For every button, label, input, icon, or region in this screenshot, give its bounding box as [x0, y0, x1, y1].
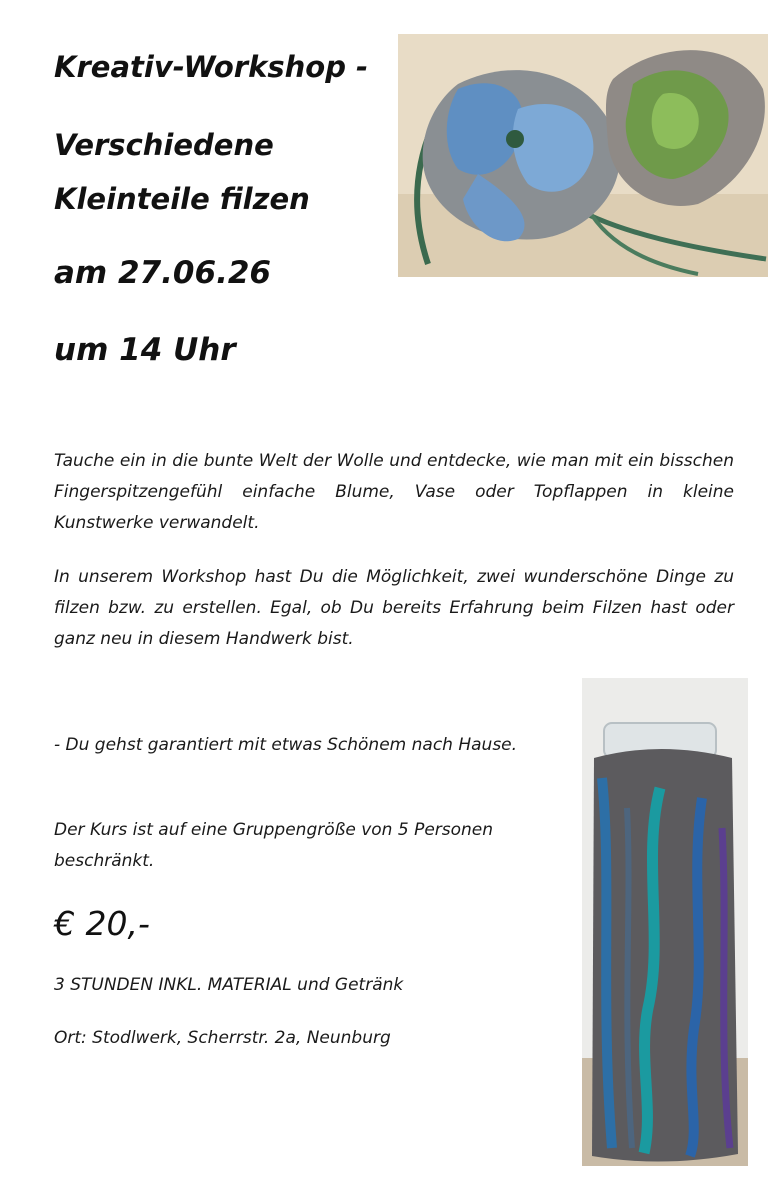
title-line-3: Kleinteile filzen — [54, 182, 310, 216]
felted-vase-photo — [582, 678, 748, 1166]
event-date: am 27.06.26 — [54, 255, 271, 291]
title-line-2: Verschiedene — [54, 128, 274, 162]
take-home-paragraph: - Du gehst garantiert mit etwas Schönem nach Hause. — [54, 735, 518, 755]
event-time: um 14 Uhr — [54, 332, 236, 368]
includes-info: 3 STUNDEN INKL. MATERIAL und Getränk — [54, 975, 404, 995]
group-size-paragraph: Der Kurs ist auf eine Gruppengröße von 5 Personen beschränkt. — [54, 820, 494, 871]
intro-paragraph: Tauche ein in die bunte Welt der Wolle und entdecke, wie man mit ein bisschen Fingerspitzengefühl einfache Blume, Vase oder Topflappen in kleine Kunstwerke verwandelt. — [54, 451, 734, 533]
price: € 20,- — [54, 904, 150, 943]
location-info: Ort: Stodlwerk, Scherrstr. 2a, Neunburg — [54, 1028, 391, 1048]
workshop-paragraph: In unserem Workshop hast Du die Möglichkeit, zwei wunderschöne Dinge zu filzen bzw. zu erstellen. Egal, ob Du bereits Erfahrung beim Filzen hast oder ganz neu in diesem Handwerk bist. — [54, 567, 734, 649]
felted-flowers-photo — [398, 34, 768, 277]
title-line-1: Kreativ-Workshop - — [54, 50, 369, 84]
